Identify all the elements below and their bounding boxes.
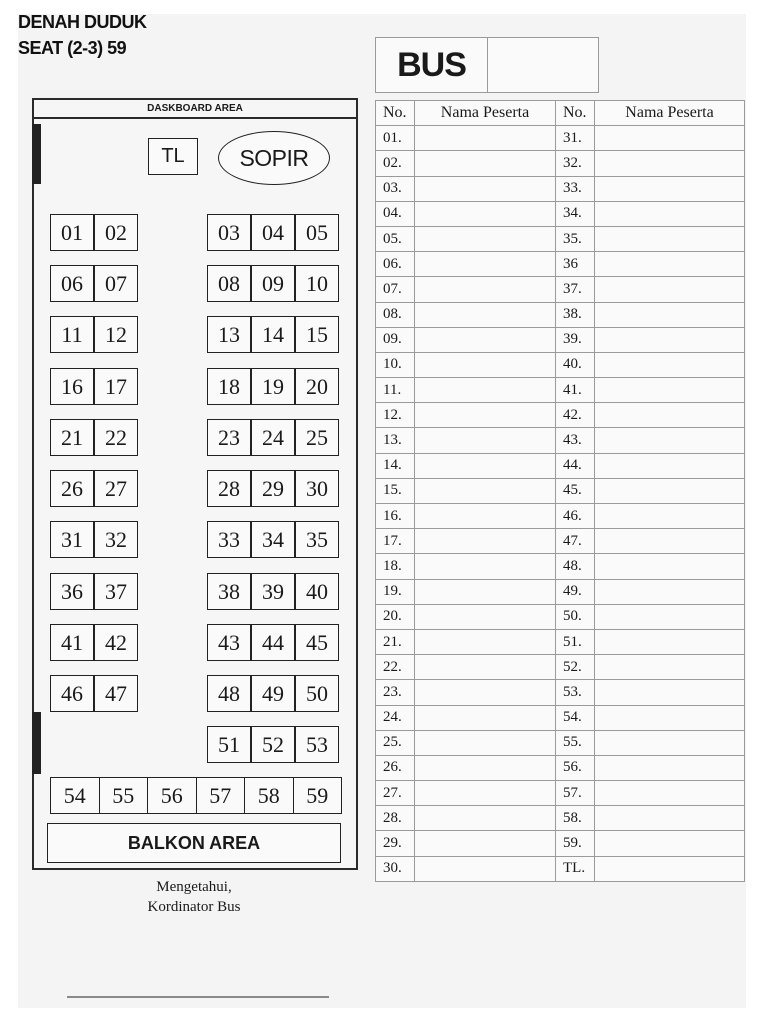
roster-number-cell: 33. (556, 176, 595, 201)
seat-33: 33 (207, 521, 251, 558)
table-row (376, 252, 745, 277)
roster-number-cell: 39. (556, 327, 595, 352)
roster-number-cell: 35. (556, 226, 595, 251)
seat-04: 04 (251, 214, 295, 251)
roster-number-cell: 15. (376, 478, 415, 503)
seat-47: 47 (94, 675, 138, 712)
roster-number-cell: 19. (376, 579, 415, 604)
seat-20: 20 (295, 368, 339, 405)
roster-name-cell[interactable] (595, 730, 745, 755)
roster-number-cell: 08. (376, 302, 415, 327)
seat-45: 45 (295, 624, 339, 661)
roster-name-cell[interactable] (415, 151, 556, 176)
roster-number-cell: TL. (556, 856, 595, 881)
roster-number-cell: 01. (376, 126, 415, 151)
seat-38: 38 (207, 573, 251, 610)
seat-55: 55 (99, 777, 149, 814)
roster-number-cell: 43. (556, 428, 595, 453)
seat-52: 52 (251, 726, 295, 763)
roster-name-cell[interactable] (415, 705, 556, 730)
roster-number-cell: 30. (376, 856, 415, 881)
seat-01: 01 (50, 214, 94, 251)
roster-name-cell[interactable] (595, 579, 745, 604)
seat-22: 22 (94, 419, 138, 456)
roster-name-cell[interactable] (595, 629, 745, 654)
tour-leader-seat: TL (148, 138, 198, 175)
seat-35: 35 (295, 521, 339, 558)
seat-53: 53 (295, 726, 339, 763)
seat-23: 23 (207, 419, 251, 456)
roster-name-cell[interactable] (595, 478, 745, 503)
seat-07: 07 (94, 265, 138, 302)
roster-name-cell[interactable] (595, 252, 745, 277)
roster-number-cell: 02. (376, 151, 415, 176)
roster-name-cell[interactable] (415, 302, 556, 327)
seat-42: 42 (94, 624, 138, 661)
seat-50: 50 (295, 675, 339, 712)
roster-name-cell[interactable] (595, 226, 745, 251)
roster-number-cell: 56. (556, 755, 595, 780)
seat-32: 32 (94, 521, 138, 558)
seat-08: 08 (207, 265, 251, 302)
roster-name-cell[interactable] (415, 579, 556, 604)
roster-number-cell: 03. (376, 176, 415, 201)
roster-name-cell[interactable] (415, 252, 556, 277)
roster-number-cell: 25. (376, 730, 415, 755)
seat-40: 40 (295, 573, 339, 610)
seat-39: 39 (251, 573, 295, 610)
roster-name-cell[interactable] (415, 604, 556, 629)
seat-36: 36 (50, 573, 94, 610)
seat-51: 51 (207, 726, 251, 763)
roster-number-cell: 45. (556, 478, 595, 503)
seat-13: 13 (207, 316, 251, 353)
roster-name-cell[interactable] (415, 680, 556, 705)
roster-name-cell[interactable] (415, 781, 556, 806)
seat-44: 44 (251, 624, 295, 661)
roster-name-cell[interactable] (595, 277, 745, 302)
table-row (376, 655, 745, 680)
table-row (376, 831, 745, 856)
roster-name-cell[interactable] (415, 655, 556, 680)
table-row (376, 277, 745, 302)
table-row (376, 428, 745, 453)
roster-name-cell[interactable] (415, 831, 556, 856)
roster-number-cell: 11. (376, 378, 415, 403)
table-row (376, 226, 745, 251)
seat-29: 29 (251, 470, 295, 507)
roster-name-cell[interactable] (415, 504, 556, 529)
roster-name-cell[interactable] (595, 831, 745, 856)
seat-31: 31 (50, 521, 94, 558)
roster-number-cell: 31. (556, 126, 595, 151)
seat-10: 10 (295, 265, 339, 302)
seat-06: 06 (50, 265, 94, 302)
seat-05: 05 (295, 214, 339, 251)
roster-number-cell: 37. (556, 277, 595, 302)
column-header-name: Nama Peserta (415, 101, 556, 126)
bus-label: BUS (376, 38, 488, 92)
seat-11: 11 (50, 316, 94, 353)
roster-number-cell: 22. (376, 655, 415, 680)
table-row (376, 730, 745, 755)
seat-59: 59 (293, 777, 343, 814)
seat-54: 54 (50, 777, 100, 814)
table-row (376, 755, 745, 780)
roster-name-cell[interactable] (595, 529, 745, 554)
roster-number-cell: 09. (376, 327, 415, 352)
roster-name-cell[interactable] (595, 781, 745, 806)
table-row (376, 579, 745, 604)
roster-name-cell[interactable] (595, 504, 745, 529)
table-row (376, 604, 745, 629)
roster-name-cell[interactable] (595, 151, 745, 176)
roster-number-cell: 06. (376, 252, 415, 277)
signature-line (67, 996, 329, 998)
seat-17: 17 (94, 368, 138, 405)
seat-25: 25 (295, 419, 339, 456)
roster-number-cell: 24. (376, 705, 415, 730)
seat-43: 43 (207, 624, 251, 661)
roster-number-cell: 40. (556, 352, 595, 377)
roster-number-cell: 05. (376, 226, 415, 251)
roster-name-cell[interactable] (595, 655, 745, 680)
table-row (376, 504, 745, 529)
roster-name-cell[interactable] (415, 730, 556, 755)
roster-number-cell: 55. (556, 730, 595, 755)
roster-number-cell: 16. (376, 504, 415, 529)
roster-number-cell: 32. (556, 151, 595, 176)
seat-46: 46 (50, 675, 94, 712)
seat-41: 41 (50, 624, 94, 661)
seat-02: 02 (94, 214, 138, 251)
roster-name-cell[interactable] (595, 352, 745, 377)
column-header-no: No. (556, 101, 595, 126)
roster-name-cell[interactable] (415, 201, 556, 226)
roster-number-cell: 49. (556, 579, 595, 604)
roster-name-cell[interactable] (595, 453, 745, 478)
rear-door-marker (32, 712, 41, 774)
roster-name-cell[interactable] (595, 302, 745, 327)
seat-18: 18 (207, 368, 251, 405)
roster-number-cell: 51. (556, 629, 595, 654)
roster-name-cell[interactable] (415, 378, 556, 403)
seat-28: 28 (207, 470, 251, 507)
roster-name-cell[interactable] (415, 478, 556, 503)
roster-name-cell[interactable] (415, 126, 556, 151)
roster-number-cell: 54. (556, 705, 595, 730)
table-row (376, 176, 745, 201)
roster-number-cell: 58. (556, 806, 595, 831)
table-row (376, 151, 745, 176)
table-header-row (376, 101, 745, 126)
seat-24: 24 (251, 419, 295, 456)
table-row (376, 629, 745, 654)
roster-number-cell: 50. (556, 604, 595, 629)
roster-name-cell[interactable] (595, 604, 745, 629)
roster-number-cell: 27. (376, 781, 415, 806)
roster-name-cell[interactable] (415, 453, 556, 478)
seat-19: 19 (251, 368, 295, 405)
roster-number-cell: 13. (376, 428, 415, 453)
roster-number-cell: 17. (376, 529, 415, 554)
roster-number-cell: 04. (376, 201, 415, 226)
roster-name-cell[interactable] (415, 428, 556, 453)
table-row (376, 478, 745, 503)
roster-number-cell: 53. (556, 680, 595, 705)
roster-number-cell: 21. (376, 629, 415, 654)
roster-number-cell: 12. (376, 403, 415, 428)
roster-name-cell[interactable] (415, 277, 556, 302)
seat-30: 30 (295, 470, 339, 507)
roster-name-cell[interactable] (415, 327, 556, 352)
roster-number-cell: 14. (376, 453, 415, 478)
seat-57: 57 (196, 777, 246, 814)
seat-21: 21 (50, 419, 94, 456)
roster-name-cell[interactable] (595, 327, 745, 352)
acknowledgement-label: Mengetahui, (156, 879, 232, 895)
roster-name-cell[interactable] (595, 378, 745, 403)
roster-name-cell[interactable] (595, 554, 745, 579)
seat-16: 16 (50, 368, 94, 405)
seat-26: 26 (50, 470, 94, 507)
table-row (376, 806, 745, 831)
roster-number-cell: 42. (556, 403, 595, 428)
roster-number-cell: 28. (376, 806, 415, 831)
seat-48: 48 (207, 675, 251, 712)
roster-number-cell: 20. (376, 604, 415, 629)
roster-number-cell: 47. (556, 529, 595, 554)
roster-name-cell[interactable] (595, 705, 745, 730)
roster-number-cell: 38. (556, 302, 595, 327)
roster-name-cell[interactable] (595, 201, 745, 226)
seat-03: 03 (207, 214, 251, 251)
roster-name-cell[interactable] (595, 176, 745, 201)
balcony-area: BALKON AREA (47, 823, 341, 863)
roster-name-cell[interactable] (595, 428, 745, 453)
roster-name-cell[interactable] (415, 856, 556, 881)
table-row (376, 403, 745, 428)
roster-number-cell: 59. (556, 831, 595, 856)
table-row (376, 705, 745, 730)
roster-number-cell: 10. (376, 352, 415, 377)
seat-14: 14 (251, 316, 295, 353)
table-row (376, 856, 745, 881)
roster-number-cell: 48. (556, 554, 595, 579)
roster-number-cell: 34. (556, 201, 595, 226)
roster-name-cell[interactable] (595, 126, 745, 151)
roster-name-cell[interactable] (415, 176, 556, 201)
table-row (376, 201, 745, 226)
roster-number-cell: 07. (376, 277, 415, 302)
roster-name-cell[interactable] (595, 755, 745, 780)
table-row (376, 378, 745, 403)
table-row (376, 453, 745, 478)
table-row (376, 554, 745, 579)
roster-number-cell: 26. (376, 755, 415, 780)
table-row (376, 680, 745, 705)
seat-37: 37 (94, 573, 138, 610)
table-row (376, 126, 745, 151)
roster-name-cell[interactable] (415, 629, 556, 654)
roster-number-cell: 46. (556, 504, 595, 529)
dashboard-area-label: DASKBOARD AREA (34, 100, 356, 119)
roster-number-cell: 41. (556, 378, 595, 403)
roster-number-cell: 57. (556, 781, 595, 806)
coordinator-label: Kordinator Bus (147, 899, 241, 915)
seat-12: 12 (94, 316, 138, 353)
roster-name-cell[interactable] (415, 554, 556, 579)
seat-58: 58 (244, 777, 294, 814)
roster-name-cell[interactable] (595, 856, 745, 881)
roster-number-cell: 29. (376, 831, 415, 856)
roster-name-cell[interactable] (415, 226, 556, 251)
seat-configuration-subtitle: SEAT (2-3) 59 (18, 38, 127, 58)
roster-name-cell[interactable] (415, 529, 556, 554)
table-row (376, 781, 745, 806)
bus-number-box (375, 37, 599, 93)
driver-seat: SOPIR (218, 131, 330, 185)
seat-09: 09 (251, 265, 295, 302)
roster-number-cell: 23. (376, 680, 415, 705)
roster-number-cell: 44. (556, 453, 595, 478)
seat-15: 15 (295, 316, 339, 353)
table-row (376, 327, 745, 352)
roster-name-cell[interactable] (415, 806, 556, 831)
seat-49: 49 (251, 675, 295, 712)
seat-34: 34 (251, 521, 295, 558)
column-header-name: Nama Peserta (595, 101, 745, 126)
front-door-marker (32, 124, 41, 184)
roster-number-cell: 36 (556, 252, 595, 277)
roster-number-cell: 18. (376, 554, 415, 579)
roster-number-cell: 52. (556, 655, 595, 680)
seat-27: 27 (94, 470, 138, 507)
roster-name-cell[interactable] (415, 403, 556, 428)
roster-name-cell[interactable] (595, 806, 745, 831)
seat-56: 56 (147, 777, 197, 814)
roster-name-cell[interactable] (595, 403, 745, 428)
passenger-roster-table (375, 100, 745, 882)
table-row (376, 352, 745, 377)
roster-name-cell[interactable] (415, 352, 556, 377)
table-row (376, 302, 745, 327)
roster-name-cell[interactable] (415, 755, 556, 780)
page-title: DENAH DUDUK (18, 12, 147, 32)
table-row (376, 529, 745, 554)
column-header-no: No. (376, 101, 415, 126)
roster-name-cell[interactable] (595, 680, 745, 705)
